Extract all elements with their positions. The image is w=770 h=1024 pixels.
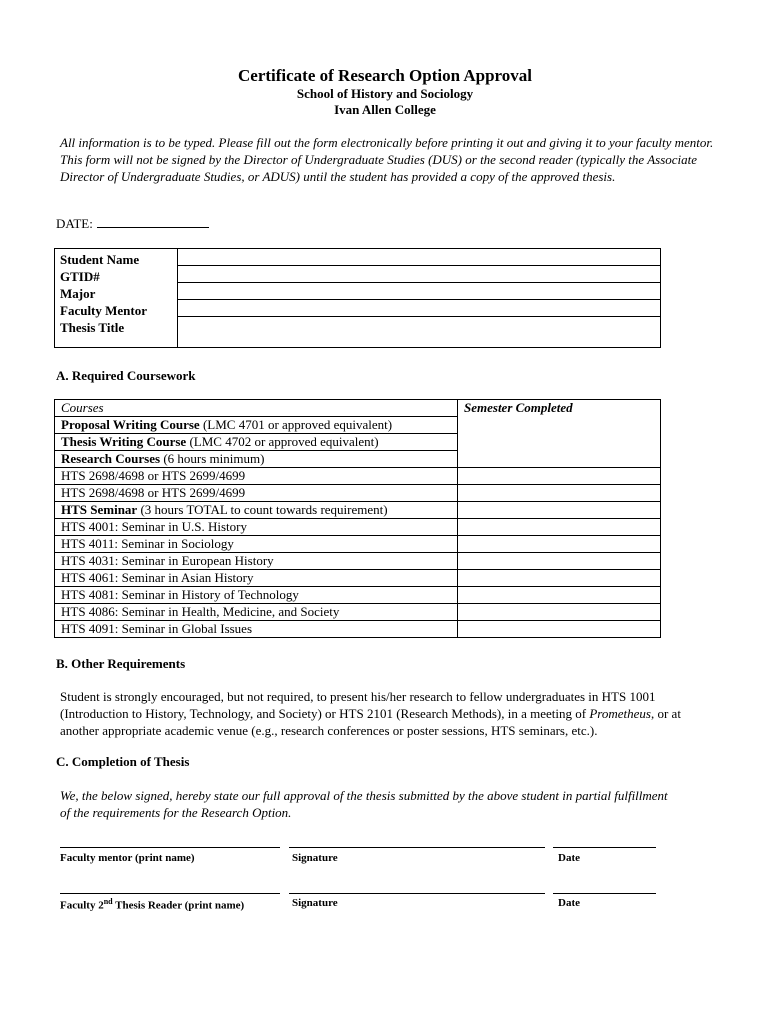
semester-field[interactable] (458, 553, 661, 570)
student-name-label: Student Name (60, 252, 140, 267)
gtid-label: GTID# (60, 269, 100, 284)
student-info-table (54, 248, 661, 348)
course-cell: HTS 4031: Seminar in European History (55, 553, 458, 570)
mentor-signature-line[interactable] (289, 847, 545, 848)
mentor-date-line[interactable] (553, 847, 656, 848)
course-cell: HTS 4086: Seminar in Health, Medicine, and Society (55, 604, 458, 621)
section-c-heading: C. Completion of Thesis (56, 754, 190, 769)
course-note: (6 hours minimum) (160, 451, 265, 466)
reader-name-line[interactable] (60, 893, 280, 894)
major-label: Major (60, 286, 96, 301)
table-row (55, 604, 661, 621)
course-cell: HTS 4061: Seminar in Asian History (55, 570, 458, 587)
other-requirements-text (60, 688, 710, 739)
prometheus-name: Prometheus (589, 706, 651, 721)
mentor-date-label: Date (558, 852, 580, 864)
table-header-row (55, 400, 661, 417)
semester-field[interactable] (458, 502, 661, 519)
date-field (56, 215, 209, 232)
table-row (55, 519, 661, 536)
table-row (55, 502, 661, 519)
semester-column-header: Semester Completed (458, 400, 661, 468)
college-name: Ivan Allen College (334, 102, 436, 117)
course-name-bold: Thesis Writing Course (61, 434, 187, 449)
reader-signature-label: Signature (292, 897, 338, 909)
page-title: Certificate of Research Option Approval (238, 66, 532, 85)
thesis-title-field[interactable] (178, 317, 661, 348)
intro-instructions: All information is to be typed. Please fill out the form electronically before printing it out and giving it to your faculty mentor. This form will not be signed by the Director of Undergraduate Studies (DUS) or the second reader (typically the Associate Director of Undergraduate Studies, or ADUS) until the student has provided a copy of the approved thesis. (60, 135, 714, 184)
major-field[interactable] (178, 283, 661, 300)
student-name-field[interactable] (178, 249, 661, 266)
student-info-labels (55, 249, 178, 348)
mentor-name-line[interactable] (60, 847, 280, 848)
table-row (55, 587, 661, 604)
reader-date-line[interactable] (553, 893, 656, 894)
course-name-bold: HTS Seminar (61, 502, 138, 517)
thesis-title-label: Thesis Title (60, 320, 125, 335)
semester-field[interactable] (458, 468, 661, 485)
school-name: School of History and Sociology (296, 86, 474, 101)
mentor-name-label: Faculty mentor (print name) (60, 852, 195, 864)
coursework-table (54, 399, 661, 638)
date-blank-line[interactable] (97, 215, 209, 228)
course-name-bold: Proposal Writing Course (61, 417, 200, 432)
date-label: DATE: (56, 216, 93, 231)
semester-field[interactable] (458, 587, 661, 604)
reader-label-superscript: nd (103, 897, 113, 906)
course-note: (LMC 4702 or approved equivalent) (186, 434, 379, 449)
reader-label-text: Faculty 2 (60, 899, 104, 912)
course-cell (55, 502, 458, 519)
table-row (55, 485, 661, 502)
course-cell (55, 434, 458, 451)
course-cell: HTS 2698/4698 or HTS 2699/4699 (55, 468, 458, 485)
semester-field[interactable] (458, 570, 661, 587)
faculty-mentor-field[interactable] (178, 300, 661, 317)
table-row (55, 468, 661, 485)
semester-field[interactable] (458, 536, 661, 553)
semester-field[interactable] (458, 519, 661, 536)
requirements-text-part: Student is strongly encouraged, but not required, to present his/her research to fellow undergraduates in HTS 1001 (Introduction to History, Technology, and Society) or HTS 2101 (Research Methods), in a meeting of (60, 689, 656, 721)
course-cell: HTS 2698/4698 or HTS 2699/4699 (55, 485, 458, 502)
table-row (55, 570, 661, 587)
reader-label-text: Thesis Reader (print name) (112, 899, 245, 912)
faculty-mentor-label: Faculty Mentor (60, 303, 148, 318)
table-row (55, 536, 661, 553)
semester-field[interactable] (458, 621, 661, 638)
course-cell: HTS 4011: Seminar in Sociology (55, 536, 458, 553)
semester-field[interactable] (458, 604, 661, 621)
reader-signature-line[interactable] (289, 893, 545, 894)
course-note: (LMC 4701 or approved equivalent) (199, 417, 393, 432)
courses-column-header: Courses (55, 400, 458, 417)
reader-date-label: Date (558, 897, 580, 909)
semester-field[interactable] (458, 485, 661, 502)
mentor-signature-label: Signature (292, 852, 338, 864)
section-a-heading: A. Required Coursework (56, 368, 196, 383)
gtid-field[interactable] (178, 266, 661, 283)
section-b-heading: B. Other Requirements (56, 656, 186, 671)
course-cell (55, 417, 458, 434)
approval-statement: We, the below signed, hereby state our full approval of the thesis submitted by the above student in partial fulfillment of the requirements for the Research Option. (60, 788, 668, 820)
course-cell: HTS 4081: Seminar in History of Technology (55, 587, 458, 604)
course-cell (55, 451, 458, 468)
requirements-text-part: , or at another appropriate academic venue (e.g., research conferences or poster sessions, HTS seminars, etc.). (60, 706, 681, 738)
reader-name-label (60, 897, 244, 912)
course-cell: HTS 4001: Seminar in U.S. History (55, 519, 458, 536)
course-note: (3 hours TOTAL to count towards requirement) (137, 502, 388, 517)
course-name-bold: Research Courses (61, 451, 161, 466)
table-row (55, 553, 661, 570)
table-row (55, 621, 661, 638)
course-cell: HTS 4091: Seminar in Global Issues (55, 621, 458, 638)
